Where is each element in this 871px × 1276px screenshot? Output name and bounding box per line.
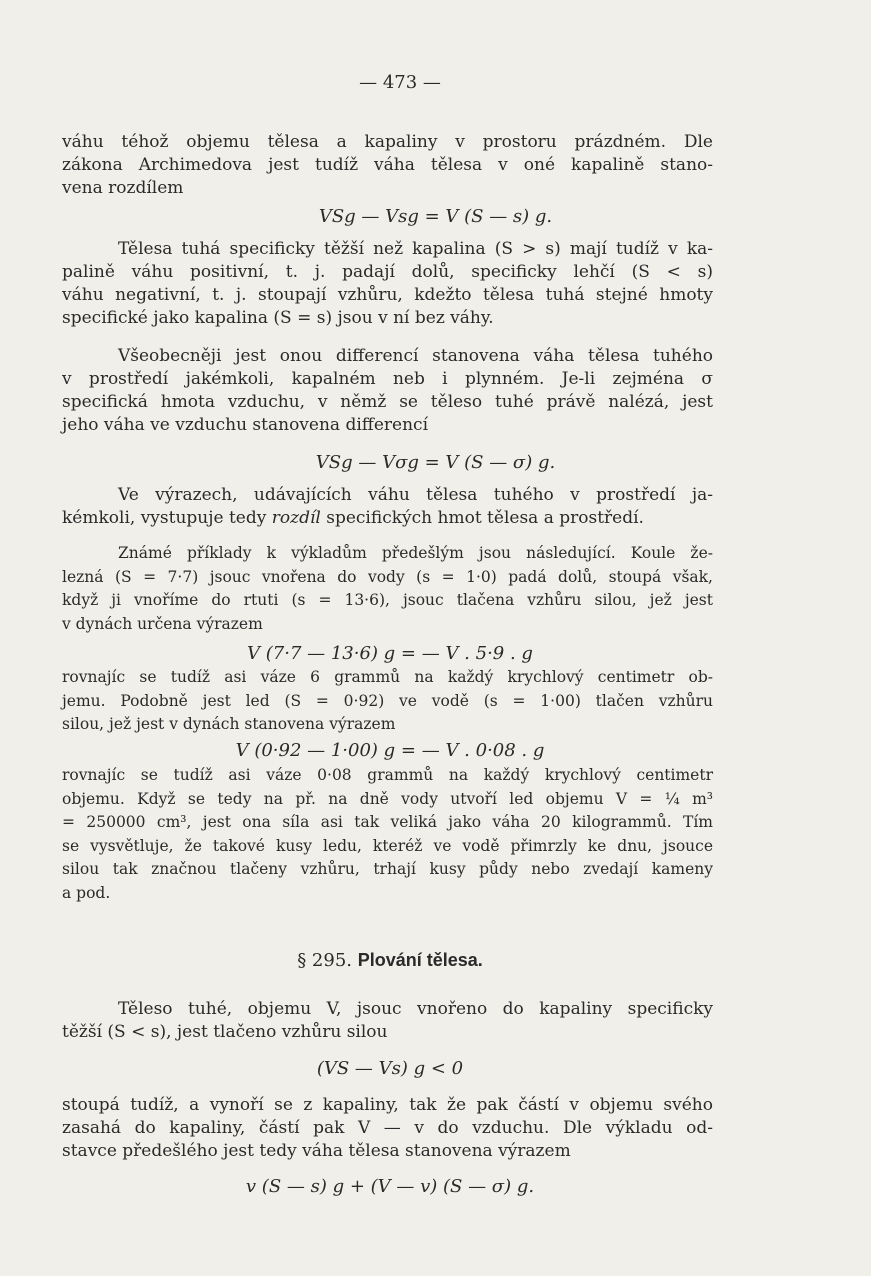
formula-floating-weight: v (S — s) g + (V — v) (S — σ) g.	[245, 1176, 535, 1197]
text-line: se vysvětluje, že takové kusy ledu, kteréž ve vodě přimrzly ke dnu, jsouce	[62, 836, 713, 855]
text-line: vena rozdílem	[62, 178, 184, 198]
text-fragment: kémkoli, vystupuje tedy	[62, 508, 272, 528]
text-line: specifická hmota vzduchu, v němž se těleso tuhé právě nalézá, jest	[62, 392, 713, 412]
text-line: stoupá tudíž, a vynoří se z kapaliny, tak že pak částí v objemu svého	[62, 1095, 713, 1115]
formula-weight-difference: VSg — Vsg = V (S — s) g.	[318, 206, 553, 227]
text-line: silou tak značnou tlačeny vzhůru, trhají kusy půdy nebo zvedají kameny	[62, 860, 713, 878]
paragraph-floating-body	[62, 998, 713, 1044]
text-line: Ve výrazech, udávajících váhu tělesa tuhého v prostředí ja-	[118, 485, 713, 505]
text-line: rovnajíc se tudíž asi váze 6 grammů na každý krychlový centimetr ob-	[62, 668, 713, 686]
text-line: rovnajíc se tudíž asi váze 0·08 grammů na každý krychlový centimetr	[62, 766, 713, 784]
text-line	[62, 507, 713, 530]
text-line: váhu negativní, t. j. stoupají vzhůru, kdežto tělesa tuhá stejné hmoty	[62, 285, 713, 305]
text-line: Známé příklady k výkladům předešlým jsou následující. Koule že-	[118, 544, 713, 562]
formula-buoyant-force: (VS — Vs) g < 0	[316, 1058, 464, 1079]
text-line: když ji vnoříme do rtuti (s = 13·6), jsouc tlačena vzhůru silou, jež jest	[62, 591, 713, 609]
formula-ice-in-water: V (0·92 — 1·00) g = — V . 0·08 . g	[235, 740, 545, 761]
text-line: a pod.	[62, 883, 111, 902]
text-line: Všeobecněji jest onou differencí stanovena váha tělesa tuhého	[118, 346, 713, 366]
text-line: jemu. Podobně jest led (S = 0·92) ve vodě (s = 1·00) tlačen vzhůru	[62, 691, 713, 710]
section-title: Plování tělesa.	[357, 950, 483, 970]
section-heading	[0, 950, 780, 971]
text-line: v prostředí jakémkoli, kapalném neb i plynném. Je-li zejména σ	[62, 369, 713, 389]
text-line: palině váhu positivní, t. j. padají dolů, specificky lehčí (S < s)	[62, 262, 713, 282]
text-line: váhu téhož objemu tělesa a kapaliny v prostoru prázdném. Dle	[62, 132, 713, 152]
paragraph-general-medium	[62, 345, 713, 437]
formula-air-weight: VSg — Vσg = V (S — σ) g.	[315, 452, 556, 473]
paragraph-difference	[62, 484, 713, 530]
text-line: objemu. Když se tedy na př. na dně vody utvoří led objemu V = ¼ m³	[62, 789, 713, 808]
text-line: těžší (S < s), jest tlačeno vzhůru silou	[62, 1022, 388, 1042]
section-number: § 295.	[297, 950, 352, 971]
emphasis-word: rozdíl	[271, 508, 321, 528]
paragraph-intro	[62, 131, 713, 200]
page-number: — 473 —	[359, 72, 441, 93]
text-line: specifické jako kapalina (S = s) jsou v ní bez váhy.	[62, 308, 494, 328]
paragraph-example-ice	[62, 666, 713, 737]
text-line: Tělesa tuhá specificky těžší než kapalina (S > s) mají tudíž v ka-	[118, 239, 713, 259]
formula-iron-in-mercury: V (7·7 — 13·6) g = — V . 5·9 . g	[247, 643, 533, 664]
paragraph-ice-force	[62, 764, 713, 905]
text-line: = 250000 cm³, jest ona síla asi tak veliká jako váha 20 kilogrammů. Tím	[62, 813, 713, 831]
text-line: lezná (S = 7·7) jsouc vnořena do vody (s = 1·0) padá dolů, stoupá však,	[62, 567, 713, 586]
text-line: jeho váha ve vzduchu stanovena differencí	[62, 415, 429, 435]
text-line: stavce předešlého jest tedy váha tělesa stanovena výrazem	[62, 1141, 571, 1161]
text-fragment: specifických hmot tělesa a prostředí.	[320, 508, 644, 528]
text-line: zákona Archimedova jest tudíž váha tělesa v oné kapalině stano-	[62, 155, 713, 175]
text-line: v dynách určena výrazem	[62, 614, 263, 633]
text-line: Těleso tuhé, objemu V, jsouc vnořeno do kapaliny specificky	[118, 999, 713, 1019]
paragraph-emerging-body	[62, 1094, 713, 1163]
text-line: silou, jež jest v dynách stanovena výrazem	[62, 715, 396, 733]
paragraph-positive-negative-weight	[62, 238, 713, 330]
text-line: zasahá do kapaliny, částí pak V — v do vzduchu. Dle výkladu od-	[62, 1118, 713, 1138]
paragraph-example-iron-ball	[62, 542, 713, 636]
